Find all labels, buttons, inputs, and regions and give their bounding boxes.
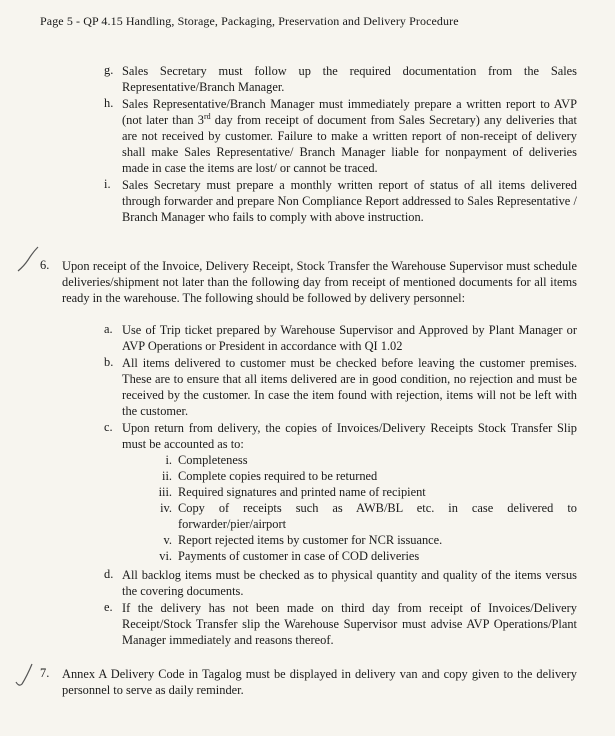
item-a-text: Use of Trip ticket prepared by Warehouse Supervisor and Approved by Plant Manager or AVP Operations or President in accordance with QI 1.02 bbox=[122, 323, 577, 353]
item-d-marker: d. bbox=[104, 567, 114, 581]
item-e-marker: e. bbox=[104, 600, 113, 614]
roman-numeral: iii. bbox=[158, 485, 172, 499]
section-6-marker: 6. bbox=[40, 258, 50, 272]
item-b-marker: b. bbox=[104, 355, 114, 369]
list-item bbox=[148, 548, 577, 564]
section-6-text: Upon receipt of the Invoice, Delivery Receipt, Stock Transfer the Warehouse Supervisor must schedule deliveries/shipment not later than the following day from receipt of mentioned documents for all items ready in the warehouse. The following should be followed by delivery personnel: bbox=[62, 259, 577, 305]
page-header: Page 5 - QP 4.15 Handling, Storage, Packaging, Preservation and Delivery Procedure bbox=[40, 14, 459, 28]
item-g-text: Sales Secretary must follow up the required documentation from the Sales Representative/Branch Manager. bbox=[122, 64, 577, 94]
roman-numeral: v. bbox=[163, 533, 172, 547]
section-7-marker: 7. bbox=[40, 666, 50, 680]
roman-text: Complete copies required to be returned bbox=[178, 469, 378, 483]
list-item bbox=[148, 532, 577, 548]
item-a-marker: a. bbox=[104, 322, 113, 336]
item-e-text: If the delivery has not been made on third day from receipt of Invoices/Delivery Receipt/Stock Transfer slip the Warehouse Supervisor must advise AVP Operations/Plant Manager immediately and reasons thereof. bbox=[122, 601, 577, 647]
roman-numeral: i. bbox=[165, 453, 172, 467]
list-item bbox=[148, 468, 577, 484]
handwritten-check-mark-icon bbox=[14, 662, 36, 688]
item-g-marker: g. bbox=[104, 63, 114, 77]
item-c-marker: c. bbox=[104, 420, 113, 434]
roman-text: Copy of receipts such as AWB/BL etc. in case delivered to forwarder/pier/airport bbox=[178, 501, 577, 531]
roman-text: Completeness bbox=[178, 453, 248, 467]
list-item bbox=[148, 452, 577, 468]
roman-numeral: ii. bbox=[162, 469, 172, 483]
roman-numeral: vi. bbox=[159, 549, 172, 563]
list-item bbox=[148, 484, 577, 500]
item-h-text: Sales Representative/Branch Manager must immediately prepare a written report to AVP (not later than 3rd day from receipt of document from Sales Secretary) any deliveries that are not received by customer. Failure to make a written report of non-receipt of delivery shall make Sales Representative/ Branch Manager liable for nonpayment of deliveries made in case the items are lost/ or cannot be traced. bbox=[122, 97, 577, 175]
list-item bbox=[148, 500, 577, 532]
item-d-text: All backlog items must be checked as to physical quantity and quality of the items versus the covering documents. bbox=[122, 568, 577, 598]
item-c-text: Upon return from delivery, the copies of Invoices/Delivery Receipts Stock Transfer Slip must be accounted as to: bbox=[122, 421, 577, 451]
roman-text: Report rejected items by customer for NCR issuance. bbox=[178, 533, 443, 547]
handwritten-check-mark-icon bbox=[16, 246, 40, 274]
section-7-text: Annex A Delivery Code in Tagalog must be displayed in delivery van and copy given to the delivery personnel to serve as daily reminder. bbox=[62, 667, 577, 697]
roman-text: Payments of customer in case of COD deliveries bbox=[178, 549, 420, 563]
roman-numeral: iv. bbox=[160, 501, 172, 515]
item-i-text: Sales Secretary must prepare a monthly written report of status of all items delivered through forwarder and prepare Non Compliance Report addressed to Sales Representative / Branch Manager who fails to comply with above instruction. bbox=[122, 178, 577, 224]
item-b-text: All items delivered to customer must be checked before leaving the customer premises. These are to ensure that all items delivered are in good condition, no rejection and must be received by the customer. In case the item found with rejection, items will not be left with the customer. bbox=[122, 356, 577, 418]
item-h-marker: h. bbox=[104, 96, 114, 110]
item-i-marker: i. bbox=[104, 177, 111, 191]
roman-list bbox=[148, 452, 577, 564]
roman-text: Required signatures and printed name of recipient bbox=[178, 485, 426, 499]
